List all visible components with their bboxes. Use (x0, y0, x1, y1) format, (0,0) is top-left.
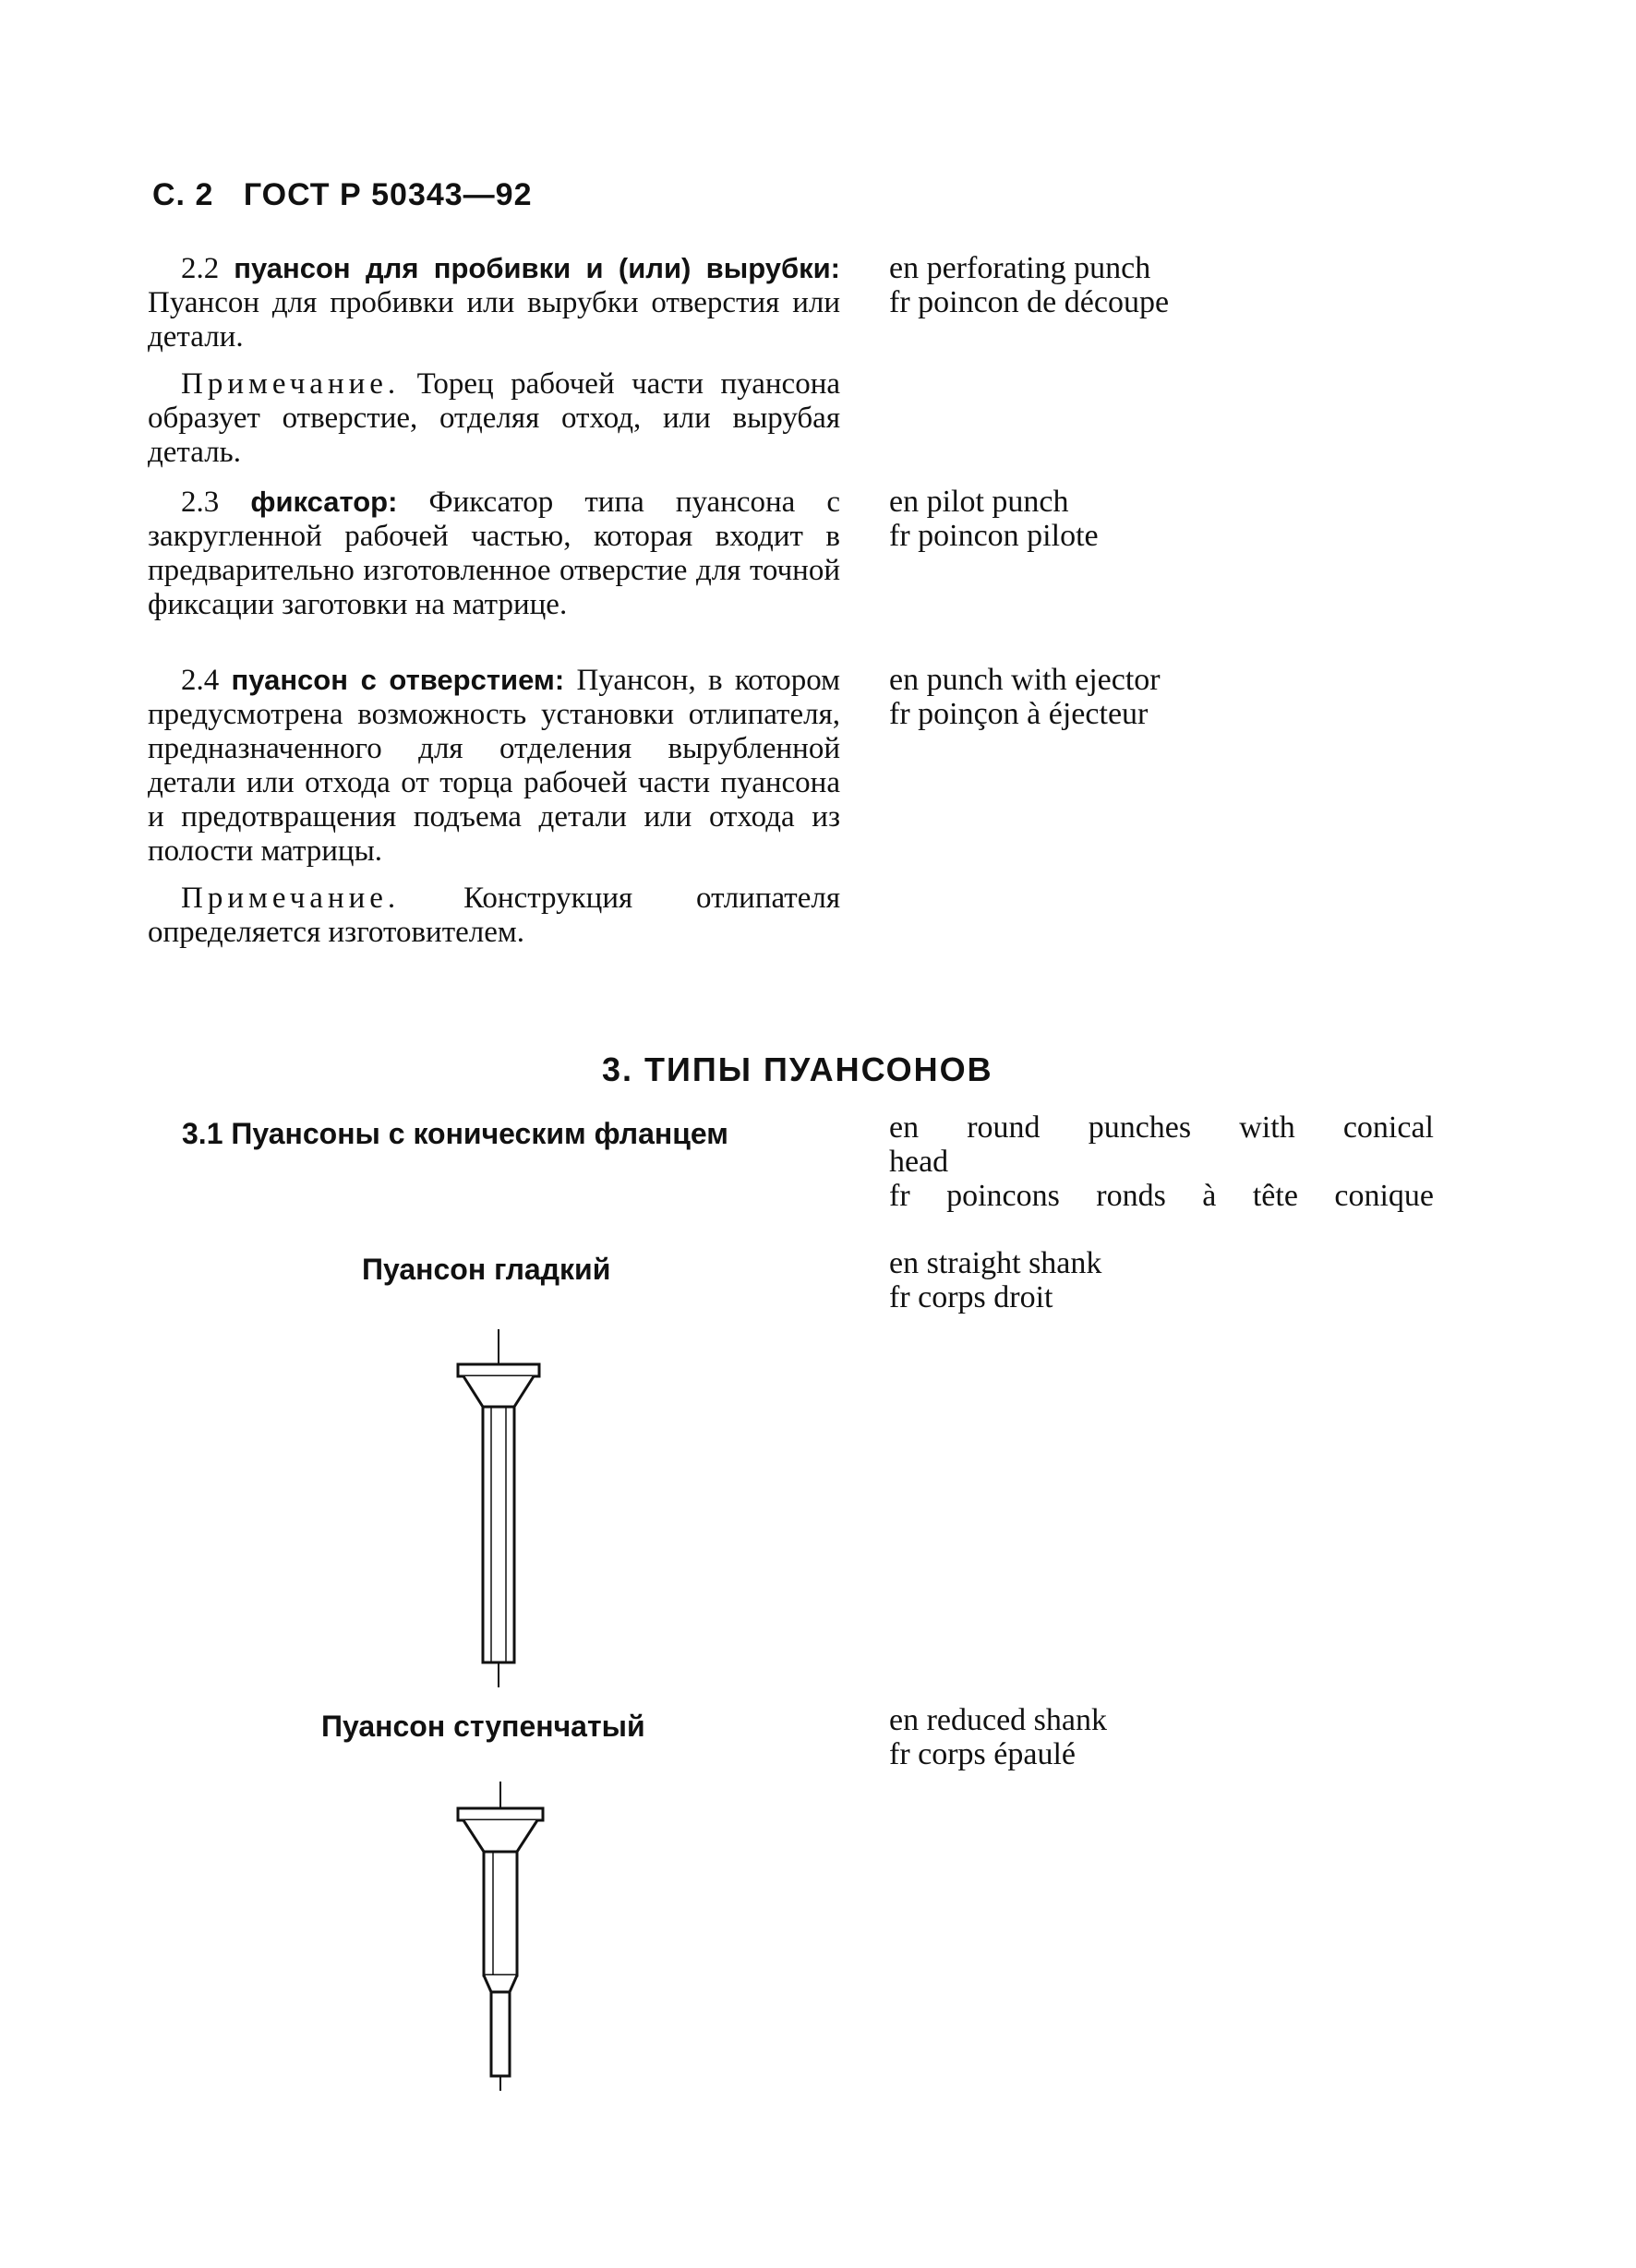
clause-2-3 (148, 485, 840, 635)
clause-term: фиксатор: (250, 486, 398, 518)
note-text: Конструкция отлипателя определяется изготовителем. (148, 882, 841, 949)
english-term: en pilot punch (889, 485, 1069, 519)
clause-definition: Пуансон для пробивки или вырубки отверстия или детали. (148, 286, 840, 354)
clause-number: 2.3 (181, 486, 220, 519)
page-header (152, 177, 553, 213)
french-term: fr poincon de découpe (889, 285, 1170, 319)
page-number: С. 2 (152, 177, 214, 212)
item-3-1 (182, 1117, 728, 1151)
clause-number: 2.4 (181, 664, 220, 697)
clause-2-4 (148, 663, 840, 963)
standard-designation: ГОСТ Р 50343—92 (243, 177, 533, 212)
clause-definition: Фиксатор типа пуансона с закругленной рабочей частью, которая входит в предварительно изготовленное отверстие для точной фиксации заготовки на матрице. (148, 486, 841, 621)
french-term: fr corps droit (889, 1280, 1053, 1314)
type-straight-equivalents (889, 1246, 1101, 1314)
clause-definition: Пуансон, в котором предусмотрена возможность установки отлипателя, предназначенного для отделения вырубленной детали или отхода от торца рабочей части пуансона и предотвращения подъема детали или отхода из полости матрицы. (148, 664, 840, 868)
section-title: 3. ТИПЫ ПУАНСОНОВ (602, 1050, 993, 1088)
english-term: en perforating punch (889, 251, 1151, 285)
note-text: Торец рабочей части пуансона образует отверстие, отделяя отход, или вырубая деталь. (148, 367, 841, 469)
french-term: fr poinçon à éjecteur (889, 697, 1149, 731)
type-reduced-label: Пуансон ступенчатый (321, 1710, 645, 1743)
note-label: Примечание. (181, 367, 401, 401)
straight-punch-drawing (443, 1329, 554, 1689)
clause-number: 2.2 (181, 252, 220, 285)
note-label: Примечание. (181, 882, 401, 915)
french-term: fr corps épaulé (889, 1737, 1077, 1771)
type-straight-label: Пуансон гладкий (362, 1253, 611, 1286)
english-term: en reduced shank (889, 1703, 1108, 1737)
clause-2-2-equivalents (889, 251, 1169, 319)
english-term: en punch with ejector (889, 663, 1161, 697)
item-3-1-equivalents (889, 1110, 1434, 1213)
clause-term: пуансон для пробивки и (или) вырубки: (234, 252, 841, 284)
english-term-continued: head (889, 1145, 949, 1179)
french-term: fr poincons ronds à tête conique (889, 1179, 1434, 1213)
clause-2-2 (148, 251, 840, 483)
item-label: Пуансоны с коническим фланцем (231, 1117, 728, 1150)
clause-2-3-equivalents (889, 485, 1099, 553)
clause-term: пуансон с отверстием: (231, 664, 565, 696)
clause-2-4-equivalents (889, 663, 1161, 731)
english-term: en straight shank (889, 1246, 1102, 1280)
type-reduced-equivalents (889, 1703, 1107, 1771)
french-term: fr poincon pilote (889, 519, 1099, 553)
item-number: 3.1 (182, 1117, 223, 1150)
english-term: en round punches with conical (889, 1110, 1434, 1145)
reduced-punch-drawing (445, 1782, 556, 2095)
